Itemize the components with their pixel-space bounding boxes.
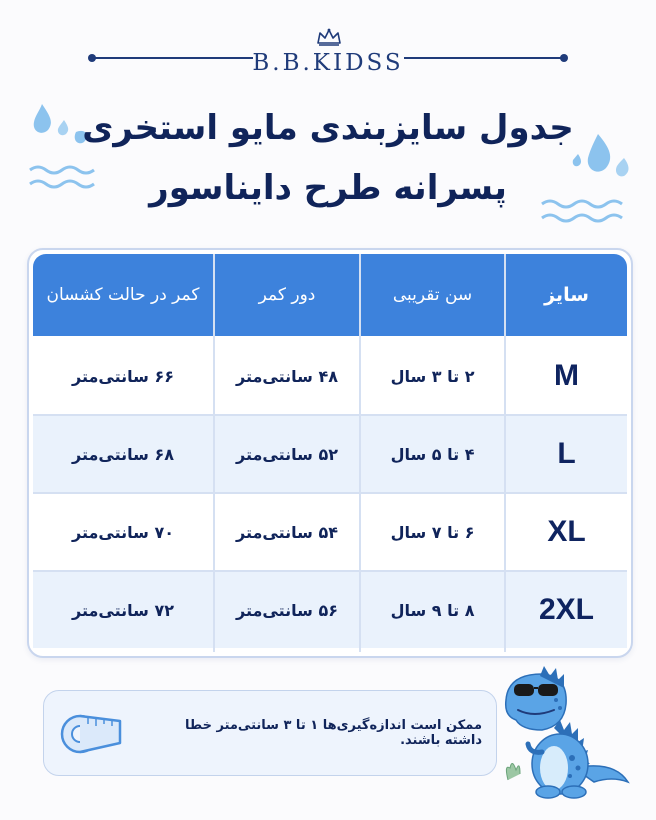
size-table [27,248,633,658]
cell-waist: ۴۸ سانتی‌متر [236,366,338,386]
table-row [33,572,627,648]
header-age: سن تقریبی [361,254,504,336]
brand-divider-dot-right [560,54,568,62]
cell-waist: ۵۲ سانتی‌متر [236,444,338,464]
brand-name: B.B.KIDSS [252,50,404,76]
row-divider [33,570,627,572]
table-row [33,338,627,414]
cell-size: 2XL [538,593,595,626]
cell-age: ۲ تا ۳ سال [390,366,475,386]
crown-icon [316,27,342,47]
cell-size: L [557,437,576,470]
header-stretch-waist: کمر در حالت کشسان [33,254,213,336]
page-title-line-2: پسرانه طرح دایناسور [149,168,507,208]
cell-age: ۸ تا ۹ سال [390,600,475,620]
measurement-note [43,690,497,776]
cell-stretch-waist: ۶۶ سانتی‌متر [72,366,174,386]
row-divider [33,414,627,416]
cell-size: XL [547,515,586,548]
cell-stretch-waist: ۷۲ سانتی‌متر [72,600,174,620]
dinosaur-mascot-icon [494,664,636,800]
column-divider [504,254,506,652]
cell-stretch-waist: ۶۸ سانتی‌متر [72,444,174,464]
brand-divider-dot-left [88,54,96,62]
cell-age: ۴ تا ۵ سال [390,444,475,464]
column-divider [359,254,361,652]
cell-size: M [554,359,579,392]
note-text: ممکن است اندازه‌گیری‌ها ۱ تا ۳ سانتی‌متر خطا داشته باشند. [185,718,482,748]
row-divider [33,492,627,494]
cell-waist: ۵۶ سانتی‌متر [236,600,338,620]
cell-stretch-waist: ۷۰ سانتی‌متر [72,522,174,542]
cell-age: ۶ تا ۷ سال [390,522,475,542]
cell-waist: ۵۴ سانتی‌متر [236,522,338,542]
column-divider [213,254,215,652]
header-waist: دور کمر [215,254,359,336]
brand-divider-right [404,57,564,59]
page-title-line-1: جدول سایزبندی مایو استخری [82,108,574,148]
header-size: سایز [506,254,627,336]
table-row [33,416,627,492]
measuring-tape-icon [58,709,128,759]
table-row [33,494,627,570]
